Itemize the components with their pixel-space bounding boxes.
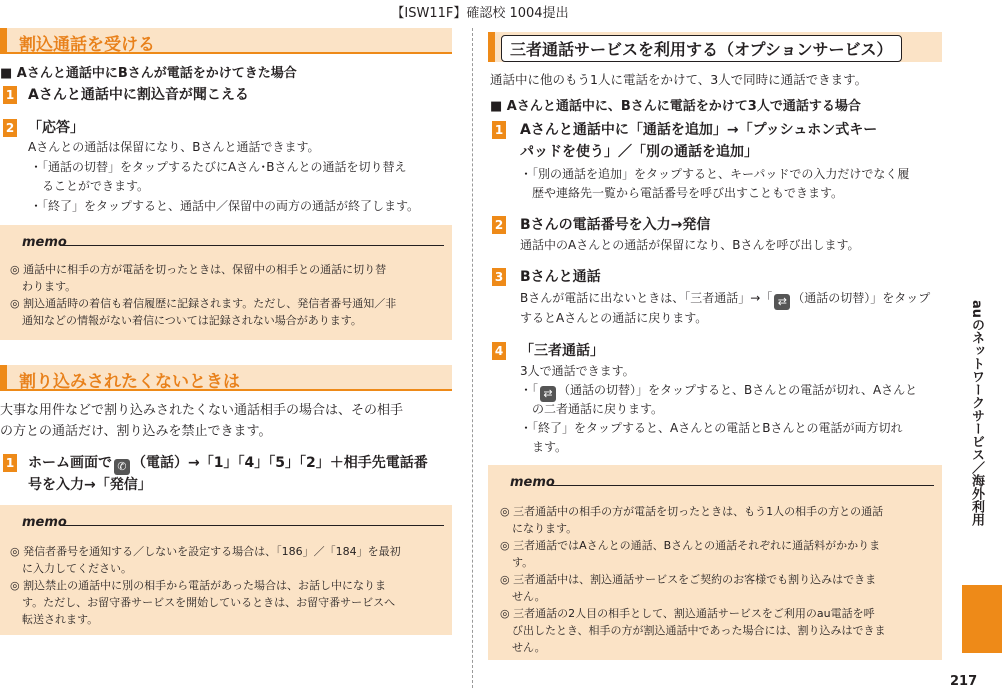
- phone-icon: ✆: [114, 459, 130, 475]
- memo-line: ◎ 三者通話中の相手の方が電話を切ったときは、もう1人の相手の方との通話: [500, 505, 884, 518]
- memo-line: わります。: [22, 280, 77, 293]
- step-heading: パッドを使う」／「別の通話を追加」: [520, 144, 758, 160]
- memo-line: ◎ 三者通話ではAさんとの通話、Bさんとの通話それぞれに通話料がかかりま: [500, 539, 881, 552]
- step-heading: 号を入力→「発信」: [28, 477, 152, 493]
- step-body: するとAさんとの通話に戻ります。: [520, 311, 708, 325]
- memo-box: [0, 505, 452, 635]
- bullet-line: 歴や連絡先一覧から電話番号を呼び出すこともできます。: [532, 186, 844, 200]
- bullet-line: ることができます。: [42, 179, 150, 193]
- body-text: ・「: [520, 383, 539, 397]
- step-heading: 「応答」: [28, 120, 84, 136]
- section-title-block-interrupt: 割り込みされたくないときは: [0, 365, 452, 391]
- memo-line: す。ただし、お留守番サービスを開始しているときは、お留守番サービスへ: [22, 596, 396, 609]
- memo-line: ◎ 通話中に相手の方が電話を切ったときは、保留中の相手との通話に切り替: [10, 263, 387, 276]
- bullet-line: の二者通話に戻ります。: [532, 402, 664, 416]
- step-heading: [28, 452, 428, 475]
- section-title-text: 三者通話サービスを利用する（オプションサービス）: [501, 35, 902, 62]
- memo-line: 通知などの情報がない着信については記録されない場合があります。: [22, 314, 362, 327]
- page-number: 217: [950, 674, 978, 689]
- switch-call-icon: ⇄: [774, 294, 790, 310]
- step-body: [520, 289, 930, 310]
- step-text: （電話）→「1」「4」「5」「2」＋相手先電話番: [132, 455, 428, 471]
- step-number: 4: [492, 342, 506, 360]
- body-text: （通話の切替）」をタップすると、Bさんとの電話が切れ、Aさんと: [558, 383, 918, 397]
- step-body: 3人で通話できます。: [520, 364, 635, 378]
- paragraph-line: 大事な用件などで割り込みされたくない通話相手の場合は、その相手: [0, 403, 404, 418]
- paragraph-line: の方との通話だけ、割り込みを禁止できます。: [0, 424, 272, 439]
- memo-line: に入力してください。: [22, 562, 132, 575]
- memo-label: memo: [510, 475, 555, 490]
- bullet-line: ・「終了」をタップすると、通話中／保留中の両方の通話が終了します。: [30, 199, 420, 213]
- memo-box: [0, 225, 452, 340]
- step-number: 3: [492, 268, 506, 286]
- step-number: 2: [492, 216, 506, 234]
- section-title-three-way: [488, 32, 942, 62]
- step-number: 1: [3, 454, 17, 472]
- memo-line: せん。: [512, 641, 546, 654]
- memo-line: す。: [512, 556, 534, 569]
- memo-line: 転送されます。: [22, 613, 99, 626]
- page-header: 【ISW11F】確認校 1004提出: [391, 6, 569, 21]
- memo-label: memo: [22, 235, 67, 250]
- memo-line: び出したとき、相手の方が割込通話中であった場合には、割り込みはできま: [512, 624, 886, 637]
- memo-line: ◎ 発信者番号を通知する／しないを設定する場合は、「186」／「184」を最初: [10, 545, 401, 558]
- memo-label: memo: [22, 515, 67, 530]
- memo-line: ◎ 三者通話中は、割込通話サービスをご契約のお客様でも割り込みはできま: [500, 573, 877, 586]
- memo-rule: [548, 485, 934, 486]
- body-text: Bさんが電話に出ないときは、「三者通話」→「: [520, 291, 773, 305]
- memo-line: ◎ 割込通話時の着信も着信履歴に記録されます。ただし、発信者番号通知／非: [10, 297, 397, 310]
- step-text: ホーム画面で: [28, 455, 112, 471]
- step-heading: 「三者通話」: [520, 343, 604, 359]
- subhead-call-waiting: ■ Aさんと通話中にBさんが電話をかけてきた場合: [0, 66, 297, 81]
- chapter-tab: auのネットワークサービス／海外利用: [969, 300, 984, 527]
- memo-line: ◎ 三者通話の2人目の相手として、割込通話サービスをご利用のau電話を呼: [500, 607, 875, 620]
- section-title-call-waiting: 割込通話を受ける: [0, 28, 452, 54]
- step-heading: Aさんと通話中に割込音が聞こえる: [28, 87, 249, 103]
- step-body: Aさんとの通話は保留になり、Bさんと通話できます。: [28, 140, 320, 154]
- step-heading: Bさんの電話番号を入力→発信: [520, 217, 711, 233]
- step-heading: Aさんと通話中に「通話を追加」→「プッシュホン式キー: [520, 122, 878, 138]
- body-text: （通話の切替）」をタップ: [792, 291, 931, 305]
- step-number: 2: [3, 119, 17, 137]
- bullet-line: [520, 381, 917, 402]
- memo-box: [488, 465, 942, 660]
- memo-rule: [60, 525, 444, 526]
- step-body: 通話中のAさんとの通話が保留になり、Bさんを呼び出します。: [520, 238, 860, 252]
- memo-rule: [60, 245, 444, 246]
- memo-line: ◎ 割込禁止の通話中に別の相手から電話があった場合は、お話し中になりま: [10, 579, 386, 592]
- paragraph-line: 通話中に他のもう1人に電話をかけて、3人で同時に通話できます。: [490, 72, 868, 87]
- bullet-line: ます。: [532, 440, 568, 454]
- memo-line: になります。: [512, 522, 578, 535]
- switch-call-icon: ⇄: [540, 386, 556, 402]
- bullet-line: ・「終了」をタップすると、Aさんとの電話とBさんとの電話が両方切れ: [520, 421, 903, 435]
- step-number: 1: [492, 121, 506, 139]
- bullet-line: ・「別の通話を追加」をタップすると、キーパッドでの入力だけでなく履: [520, 167, 910, 181]
- step-number: 1: [3, 86, 17, 104]
- chapter-tab-marker: [962, 585, 1002, 653]
- memo-line: せん。: [512, 590, 546, 603]
- step-heading: Bさんと通話: [520, 269, 601, 285]
- column-divider: [472, 28, 473, 688]
- subhead-three-way: ■ Aさんと通話中に、Bさんに電話をかけて3人で通話する場合: [490, 99, 861, 114]
- bullet-line: ・「通話の切替」をタップするたびにAさん･Bさんとの通話を切り替え: [30, 160, 407, 174]
